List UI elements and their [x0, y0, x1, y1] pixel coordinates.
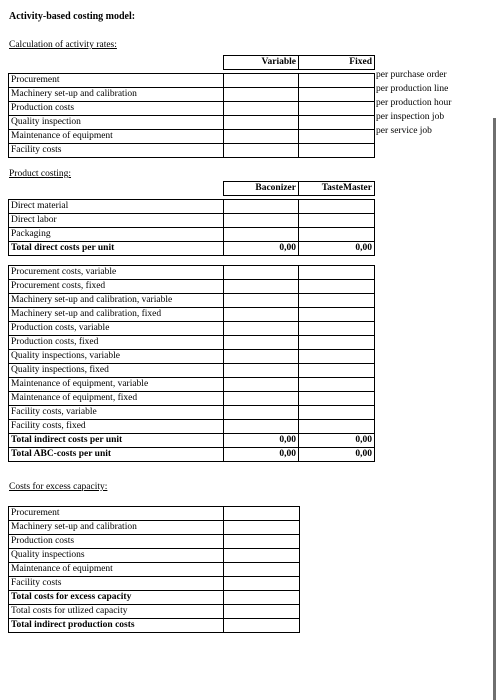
excess-capacity-table [8, 506, 300, 633]
col-baconizer-header: Baconizer [224, 182, 299, 196]
indirect-cost-label: Production costs, variable [9, 322, 224, 336]
tastemaster-cell[interactable] [299, 392, 375, 406]
table-row [9, 308, 375, 322]
excess-label: Maintenance of equipment [9, 563, 224, 577]
table-row [9, 378, 375, 392]
rate-label: Quality inspection [9, 116, 224, 130]
table-row [9, 74, 375, 88]
excess-value-cell[interactable] [224, 577, 300, 591]
product-heading: Product costing: [9, 169, 72, 179]
tastemaster-cell[interactable] [299, 200, 375, 214]
total-indirect-production-cell[interactable] [224, 619, 300, 633]
baconizer-cell[interactable] [224, 280, 299, 294]
total-utilized-label: Total costs for utlized capacity [9, 605, 224, 619]
table-row [9, 364, 375, 378]
baconizer-cell[interactable] [224, 322, 299, 336]
baconizer-cell[interactable] [224, 336, 299, 350]
rate-fixed-cell[interactable] [299, 144, 375, 158]
rate-variable-cell[interactable] [224, 88, 299, 102]
rate-unit-label: per inspection job [376, 112, 445, 122]
total-utilized-cell[interactable] [224, 605, 300, 619]
table-row [9, 228, 375, 242]
total-utilized-row [9, 605, 300, 619]
tastemaster-cell[interactable] [299, 420, 375, 434]
tastemaster-cell[interactable] [299, 308, 375, 322]
table-row [9, 214, 375, 228]
excess-value-cell[interactable] [224, 549, 300, 563]
baconizer-cell[interactable] [224, 420, 299, 434]
tastemaster-cell[interactable] [299, 364, 375, 378]
table-row [9, 130, 375, 144]
indirect-costs-table [8, 265, 375, 462]
rate-variable-cell[interactable] [224, 102, 299, 116]
excess-heading: Costs for excess capacity: [9, 482, 108, 492]
total-indirect-row [9, 434, 375, 448]
table-row [9, 294, 375, 308]
tastemaster-cell[interactable] [299, 294, 375, 308]
baconizer-cell[interactable] [224, 308, 299, 322]
rates-heading: Calculation of activity rates: [9, 40, 117, 50]
indirect-cost-label: Procurement costs, variable [9, 266, 224, 280]
table-row [9, 521, 300, 535]
tastemaster-cell[interactable] [299, 214, 375, 228]
baconizer-cell[interactable] [224, 200, 299, 214]
tastemaster-cell[interactable] [299, 228, 375, 242]
baconizer-cell[interactable] [224, 364, 299, 378]
table-row [9, 336, 375, 350]
total-excess-row [9, 591, 300, 605]
total-excess-cell[interactable] [224, 591, 300, 605]
excess-label: Procurement [9, 507, 224, 521]
excess-value-cell[interactable] [224, 507, 300, 521]
col-variable-header: Variable [224, 56, 299, 70]
excess-value-cell[interactable] [224, 535, 300, 549]
rate-unit-label: per production line [376, 84, 449, 94]
table-row [9, 350, 375, 364]
baconizer-cell[interactable] [224, 228, 299, 242]
indirect-cost-label: Procurement costs, fixed [9, 280, 224, 294]
rate-fixed-cell[interactable] [299, 88, 375, 102]
baconizer-cell[interactable] [224, 406, 299, 420]
rate-variable-cell[interactable] [224, 130, 299, 144]
indirect-cost-label: Machinery set-up and calibration, variable [9, 294, 224, 308]
baconizer-cell[interactable] [224, 294, 299, 308]
total-indirect-baconizer: 0,00 [224, 434, 299, 448]
rates-header-row [9, 56, 375, 70]
table-row [9, 266, 375, 280]
tastemaster-cell[interactable] [299, 266, 375, 280]
direct-cost-label: Direct material [9, 200, 224, 214]
total-direct-tastemaster: 0,00 [299, 242, 375, 256]
total-abc-row [9, 448, 375, 462]
rate-unit-label: per service job [376, 126, 432, 136]
rate-fixed-cell[interactable] [299, 130, 375, 144]
total-direct-row [9, 242, 375, 256]
indirect-cost-label: Facility costs, fixed [9, 420, 224, 434]
table-row [9, 280, 375, 294]
tastemaster-cell[interactable] [299, 322, 375, 336]
table-row [9, 563, 300, 577]
rate-unit-label: per production hour [376, 98, 452, 108]
table-row [9, 200, 375, 214]
baconizer-cell[interactable] [224, 214, 299, 228]
baconizer-cell[interactable] [224, 350, 299, 364]
tastemaster-cell[interactable] [299, 280, 375, 294]
rate-fixed-cell[interactable] [299, 116, 375, 130]
rates-table [8, 55, 375, 158]
rate-label: Production costs [9, 102, 224, 116]
total-indirect-tastemaster: 0,00 [299, 434, 375, 448]
tastemaster-cell[interactable] [299, 406, 375, 420]
rate-label: Maintenance of equipment [9, 130, 224, 144]
table-row [9, 406, 375, 420]
rate-variable-cell[interactable] [224, 74, 299, 88]
indirect-cost-label: Facility costs, variable [9, 406, 224, 420]
direct-cost-label: Packaging [9, 228, 224, 242]
tastemaster-cell[interactable] [299, 336, 375, 350]
table-row [9, 144, 375, 158]
excess-label: Machinery set-up and calibration [9, 521, 224, 535]
excess-label: Production costs [9, 535, 224, 549]
rate-fixed-cell[interactable] [299, 102, 375, 116]
tastemaster-cell[interactable] [299, 378, 375, 392]
vertical-scrollbar[interactable] [493, 118, 496, 700]
table-row [9, 116, 375, 130]
product-header-row [9, 182, 375, 196]
excess-label: Quality inspections [9, 549, 224, 563]
table-row [9, 577, 300, 591]
rate-label: Procurement [9, 74, 224, 88]
direct-cost-label: Direct labor [9, 214, 224, 228]
total-abc-baconizer: 0,00 [224, 448, 299, 462]
indirect-cost-label: Maintenance of equipment, variable [9, 378, 224, 392]
indirect-cost-label: Quality inspections, fixed [9, 364, 224, 378]
indirect-cost-label: Maintenance of equipment, fixed [9, 392, 224, 406]
total-indirect-label: Total indirect costs per unit [9, 434, 224, 448]
indirect-cost-label: Quality inspections, variable [9, 350, 224, 364]
table-row [9, 102, 375, 116]
excess-label: Facility costs [9, 577, 224, 591]
excess-value-cell[interactable] [224, 563, 300, 577]
excess-value-cell[interactable] [224, 521, 300, 535]
indirect-cost-label: Machinery set-up and calibration, fixed [9, 308, 224, 322]
col-fixed-header: Fixed [299, 56, 375, 70]
col-tastemaster-header: TasteMaster [299, 182, 375, 196]
table-row [9, 549, 300, 563]
total-direct-label: Total direct costs per unit [9, 242, 224, 256]
page-title: Activity-based costing model: [9, 11, 136, 22]
table-row [9, 535, 300, 549]
total-indirect-production-row [9, 619, 300, 633]
tastemaster-cell[interactable] [299, 350, 375, 364]
rate-variable-cell[interactable] [224, 144, 299, 158]
table-row [9, 507, 300, 521]
total-indirect-production-label: Total indirect production costs [9, 619, 224, 633]
total-abc-tastemaster: 0,00 [299, 448, 375, 462]
table-row [9, 88, 375, 102]
baconizer-cell[interactable] [224, 266, 299, 280]
rate-unit-label: per purchase order [376, 70, 447, 80]
rate-variable-cell[interactable] [224, 116, 299, 130]
total-abc-label: Total ABC-costs per unit [9, 448, 224, 462]
rate-label: Facility costs [9, 144, 224, 158]
total-excess-label: Total costs for excess capacity [9, 591, 224, 605]
baconizer-cell[interactable] [224, 378, 299, 392]
total-direct-baconizer: 0,00 [224, 242, 299, 256]
indirect-cost-label: Production costs, fixed [9, 336, 224, 350]
table-row [9, 392, 375, 406]
table-row [9, 420, 375, 434]
rate-label: Machinery set-up and calibration [9, 88, 224, 102]
table-row [9, 322, 375, 336]
direct-costs-table [8, 181, 375, 256]
baconizer-cell[interactable] [224, 392, 299, 406]
rate-fixed-cell[interactable] [299, 74, 375, 88]
